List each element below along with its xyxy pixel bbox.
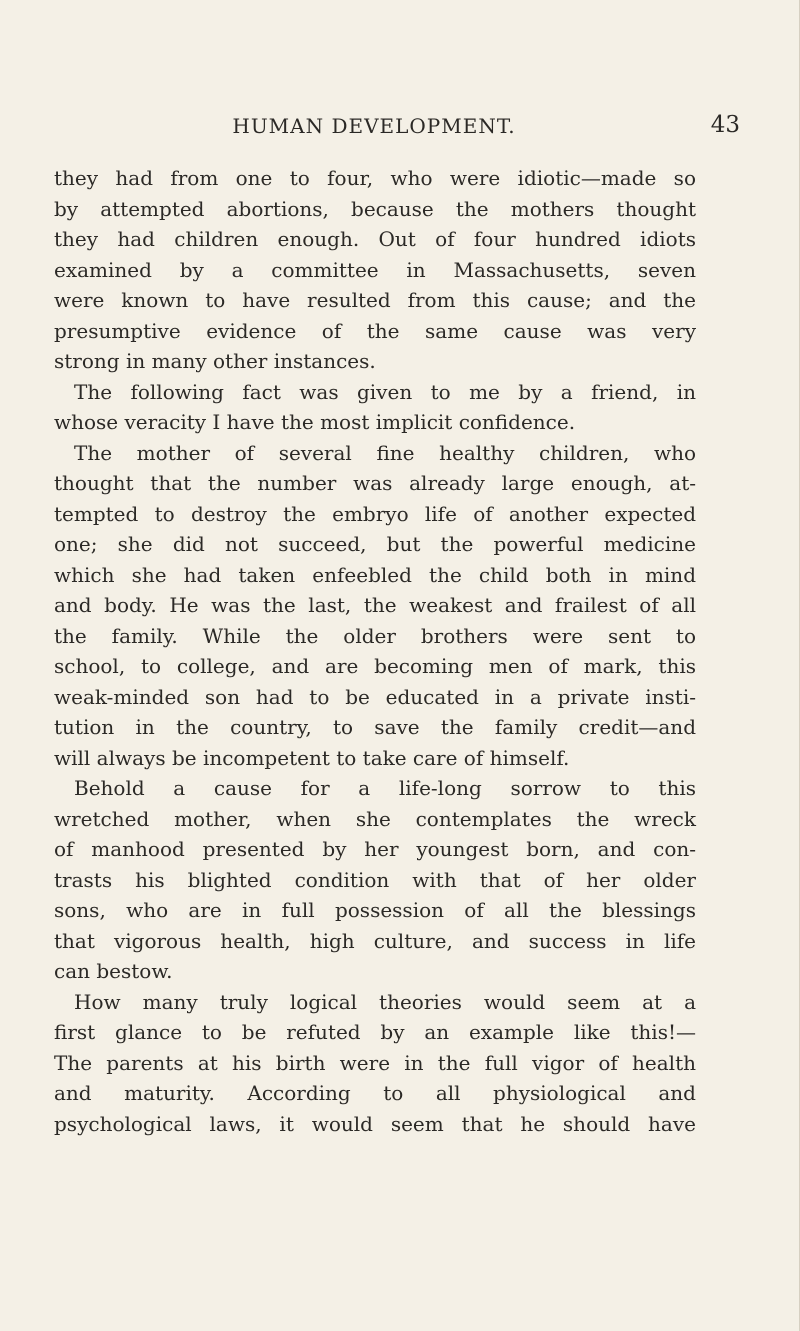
text-line: The following fact was given to me by a friend, in <box>74 379 696 404</box>
text-line: wretched mother, when she contemplates the wreck <box>54 806 696 831</box>
text-line: whose veracity I have the most implicit confidence. <box>54 410 576 434</box>
body-text <box>54 163 696 1139</box>
text-line: school, to college, and are becoming men of mark, this <box>54 654 696 678</box>
text-line: examined by a committee in Massachusetts, seven <box>54 257 696 282</box>
text-line: weak-minded son had to be educated in a private insti- <box>54 684 696 709</box>
text-line: they had children enough. Out of four hundred idiots <box>54 227 696 251</box>
text-line: of manhood presented by her youngest born, and con- <box>54 837 696 861</box>
text-line: were known to have resulted from this cause; and the <box>54 288 696 312</box>
text-line: trasts his blighted condition with that of her older <box>54 867 696 892</box>
text-line: psychological laws, it would seem that he should have <box>54 1111 696 1136</box>
text-line: strong in many other instances. <box>54 349 376 373</box>
text-line: The mother of several fine healthy children, who <box>74 440 696 465</box>
text-line: by attempted abortions, because the mothers thought <box>54 196 696 221</box>
text-line: and body. He was the last, the weakest and frailest of all <box>54 593 696 617</box>
text-line: presumptive evidence of the same cause was very <box>54 318 696 343</box>
text-line: How many truly logical theories would seem at a <box>74 989 696 1014</box>
running-head <box>54 112 754 142</box>
page-number: 43 <box>710 112 740 138</box>
text-line: sons, who are in full possession of all the blessings <box>54 898 696 922</box>
text-line: Behold a cause for a life-long sorrow to this <box>74 776 696 800</box>
text-line: the family. While the older brothers were sent to <box>54 623 696 648</box>
text-line: thought that the number was already large enough, at- <box>54 471 696 495</box>
text-line: will always be incompetent to take care of himself. <box>54 745 570 770</box>
text-line: one; she did not succeed, but the powerful medicine <box>54 532 696 556</box>
text-line: tution in the country, to save the family credit—and <box>54 715 696 739</box>
text-line: The parents at his birth were in the full vigor of health <box>54 1050 696 1075</box>
text-line: first glance to be refuted by an example like this!— <box>54 1020 696 1044</box>
text-line: tempted to destroy the embryo life of another expected <box>54 501 696 526</box>
text-line: and maturity. According to all physiological and <box>54 1081 696 1105</box>
text-line: that vigorous health, high culture, and success in life <box>54 928 696 953</box>
text-line: which she had taken enfeebled the child both in mind <box>54 562 696 587</box>
running-title: HUMAN DEVELOPMENT. <box>232 114 516 138</box>
text-line: they had from one to four, who were idiotic—made so <box>54 166 696 190</box>
text-line: can bestow. <box>54 959 173 983</box>
